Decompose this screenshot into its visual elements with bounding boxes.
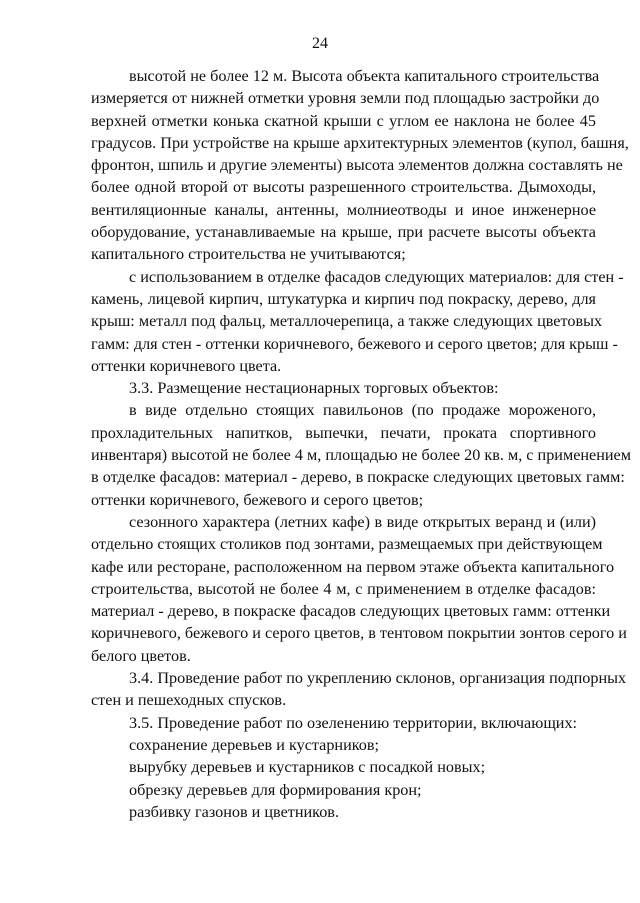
- text-line: оборудование, устанавливаемые на крыше, при расчете высоты объекта: [91, 223, 596, 242]
- text-line: материал - дерево, в покраске фасадов следующих цветовых гамм: оттенки: [91, 602, 611, 621]
- text-line: сезонного характера (летних кафе) в виде открытых веранд и (или): [129, 512, 596, 531]
- document-body: [91, 65, 631, 823]
- text-line: с использованием в отделке фасадов следующих материалов: для стен -: [129, 267, 624, 286]
- text-line: отдельно стоящих столиков под зонтами, размещаемых при действующем: [91, 535, 603, 554]
- page-number: 24: [312, 35, 328, 52]
- text-line: крыш: металл под фальц, металлочерепица, а также следующих цветовых: [91, 312, 603, 331]
- text-line: инвентаря) высотой не более 4 м, площадью не более 20 кв. м, с применением: [91, 446, 631, 465]
- text-line: 3.4. Проведение работ по укреплению склонов, организация подпорных: [129, 669, 627, 688]
- text-line: вентиляционные каналы, антенны, молниеотводы и иное инженерное: [91, 200, 596, 219]
- text-line: оттенки коричневого цвета.: [91, 356, 282, 375]
- text-line: белого цветов.: [91, 646, 191, 665]
- text-line: разбивку газонов и цветников.: [129, 802, 339, 821]
- text-line: коричневого, бежевого и серого цветов, в тентовом покрытии зонтов серого и: [91, 624, 627, 643]
- text-line: сохранение деревьев и кустарников;: [129, 735, 380, 754]
- text-line: фронтон, шпиль и другие элементы) высота элементов должна составлять не: [91, 156, 623, 175]
- text-line: камень, лицевой кирпич, штукатурка и кирпич под покраску, дерево, для: [91, 289, 596, 308]
- text-line: стен и пешеходных спусков.: [91, 691, 287, 710]
- text-line: 3.3. Размещение нестационарных торговых объектов:: [129, 379, 499, 398]
- text-line: верхней отметки конька скатной крыши с углом ее наклона не более 45: [91, 111, 596, 130]
- text-line: строительства, высотой не более 4 м, с применением в отделке фасадов:: [91, 579, 596, 598]
- text-line: 3.5. Проведение работ по озеленению территории, включающих:: [129, 713, 578, 732]
- text-line: градусов. При устройстве на крыше архитектурных элементов (купол, башня,: [91, 133, 629, 152]
- text-line: кафе или ресторане, расположенном на первом этаже объекта капитального: [91, 557, 615, 576]
- text-line: более одной второй от высоты разрешенного строительства. Дымоходы,: [91, 178, 596, 197]
- text-line: обрезку деревьев для формирования крон;: [129, 780, 422, 799]
- text-line: оттенки коричневого, бежевого и серого цветов;: [91, 490, 424, 509]
- text-line: гамм: для стен - оттенки коричневого, бежевого и серого цветов; для крыш -: [91, 334, 618, 353]
- text-line: прохладительных напитков, выпечки, печати, проката спортивного: [91, 423, 596, 442]
- text-line: в виде отдельно стоящих павильонов (по продаже мороженого,: [129, 401, 596, 420]
- text-line: капитального строительства не учитываются;: [91, 245, 406, 264]
- text-line: высотой не более 12 м. Высота объекта капитального строительства: [129, 67, 600, 85]
- text-line: в отделке фасадов: материал - дерево, в покраске следующих цветовых гамм:: [91, 468, 625, 487]
- text-line: измеряется от нижней отметки уровня земли под площадью застройки до: [91, 89, 600, 108]
- text-line: вырубку деревьев и кустарников с посадкой новых;: [129, 758, 486, 777]
